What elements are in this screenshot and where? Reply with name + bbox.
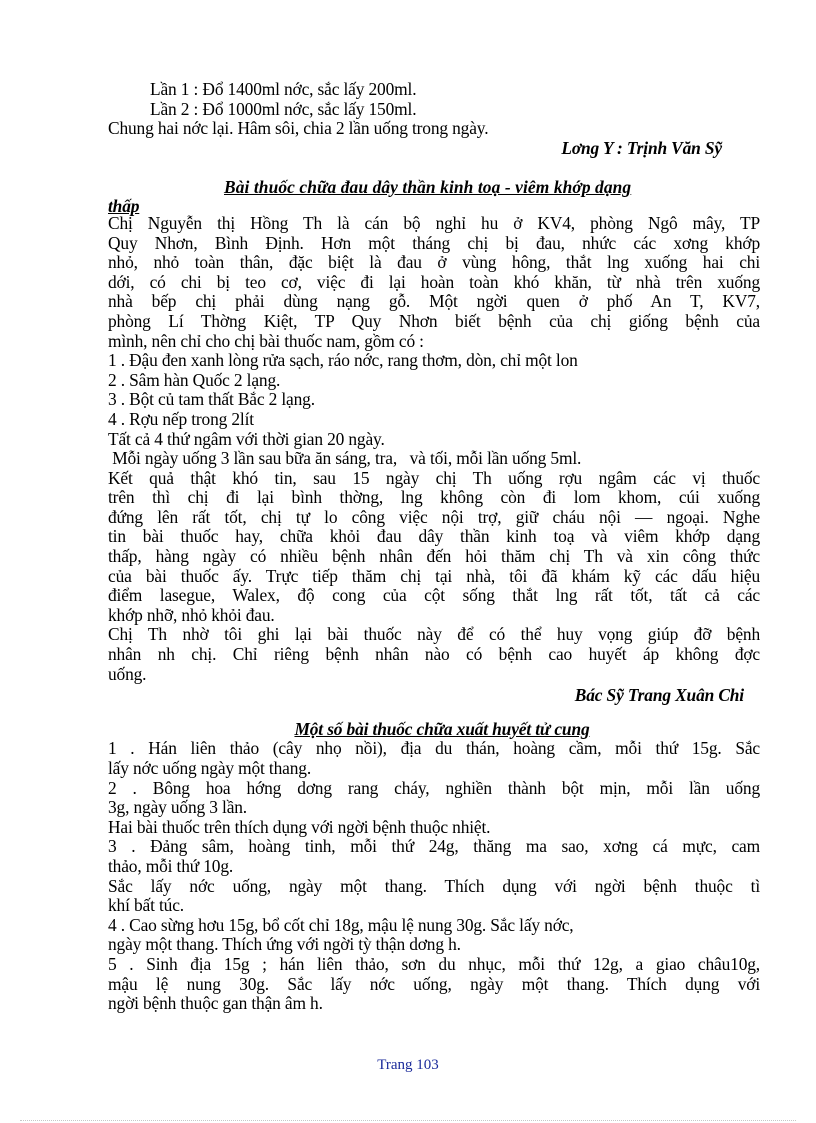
paragraph-line: nhà bếp chị phải dùng nạng gỗ. Một ngời quen ở phố An T, KV7,: [108, 291, 760, 312]
page-content: [108, 80, 760, 1014]
paragraph-line: Chị Nguyễn thị Hồng Th là cán bộ nghỉ hu ở KV4, phòng Ngô mây, TP: [108, 212, 760, 233]
spacer: [108, 706, 760, 720]
instruction-line: Tất cả 4 thứ ngâm với thời gian 20 ngày.: [108, 428, 385, 449]
remedy-line: 1 . Hán liên thảo (cây nhọ nồi), địa du thán, hoàng cầm, mỗi thứ 15g. Sắc: [108, 738, 760, 759]
remedy-line: 5 . Sinh địa 15g ; hán liên thảo, sơn du nhục, mỗi thứ 12g, a giao châu10g,: [108, 953, 760, 974]
closing-line: uống.: [108, 663, 147, 684]
page-bottom-divider: [20, 1120, 796, 1121]
closing-line: nhân nh chị. Chỉ riêng bệnh nhân nào có bệnh cao huyết áp không đợc: [108, 644, 760, 665]
page-number: Trang 103: [377, 1057, 439, 1073]
result-line: điểm lasegue, Walex, độ cong của cột sống thắt lng rất tốt, tất cả các: [108, 585, 760, 606]
remedy-line: ngời bệnh thuộc gan thận âm h.: [108, 993, 323, 1014]
remedy-line: Sắc lấy nớc uống, ngày một thang. Thích dụng với ngời bệnh thuộc tì: [108, 875, 760, 896]
result-line: khớp nhỡ, nhỏ khỏi đau.: [108, 604, 275, 625]
remedy-line: 3 . Đảng sâm, hoàng tinh, mỗi thứ 24g, thăng ma sao, xơng cá mực, cam: [108, 836, 760, 857]
dose-line-2: Lần 2 : Đổ 1000ml nớc, sắc lấy 150ml.: [150, 98, 417, 119]
remedy-line: thảo, mỗi thứ 10g.: [108, 855, 234, 876]
section-title-sciatica: Bài thuốc chữa đau dây thần kinh toạ - viêm khớp dạng: [224, 177, 632, 198]
dose-line-1: Lần 1 : Đổ 1400ml nớc, sắc lấy 200ml.: [150, 79, 417, 99]
ingredient-item-1: 1 . Đậu đen xanh lòng rửa sạch, ráo nớc, rang thơm, dòn, chỉ một lon: [108, 350, 578, 371]
ingredient-item-2: 2 . Sâm hàn Quốc 2 lạng.: [108, 369, 281, 390]
result-line: tin bài thuốc hay, chữa khỏi đau dây thần kinh toạ và viêm khớp dạng: [108, 526, 760, 547]
remedy-line: mậu lệ nung 30g. Sắc lấy nớc uống, ngày một thang. Thích dụng với: [108, 973, 760, 994]
result-line: đứng lên rất tốt, chị tự lo công việc nội trợ, giữ cháu nội — ngoại. Nghe: [108, 506, 760, 527]
remedy-line: 4 . Cao sừng hơu 15g, bổ cốt chỉ 18g, mậu lệ nung 30g. Sắc lấy nớc,: [108, 914, 574, 935]
combine-line: Chung hai nớc lại. Hâm sôi, chia 2 lần uống trong ngày.: [108, 118, 489, 139]
author-signature-2: Bác Sỹ Trang Xuân Chi: [574, 685, 744, 706]
remedy-line: 3g, ngày uống 3 lần.: [108, 797, 248, 818]
result-line: của bài thuốc ấy. Trực tiếp thăm chị tại nhà, tôi đã khám kỹ các dấu hiệu: [108, 565, 760, 586]
paragraph-line: dới, có chi bị teo cơ, việc đi lại hoàn toàn khó khăn, từ nhà trên xuống: [108, 271, 760, 292]
section-title-sciatica-cont: thấp: [108, 195, 140, 216]
paragraph-line: mình, nên chỉ cho chị bài thuốc nam, gồm có :: [108, 330, 424, 351]
ingredient-item-3: 3 . Bột củ tam thất Bắc 2 lạng.: [108, 389, 315, 410]
closing-line: Chị Th nhờ tôi ghi lại bài thuốc này để có thể huy vọng giúp đỡ bệnh: [108, 624, 760, 645]
paragraph-line: phòng Lí Thờng Kiệt, TP Quy Nhơn biết bệnh của chị giống bệnh của: [108, 310, 760, 331]
ingredient-item-4: 4 . Rợu nếp trong 2lít: [108, 408, 254, 429]
remedy-line: lấy nớc uống ngày một thang.: [108, 758, 312, 778]
remedy-line: Hai bài thuốc trên thích dụng với ngời bệnh thuộc nhiệt.: [108, 816, 491, 837]
remedy-line: khí bất túc.: [108, 895, 184, 916]
section-title-uterine-bleeding: Một số bài thuốc chữa xuất huyết tử cung: [294, 718, 590, 739]
remedy-line: 2 . Bông hoa hớng dơng rang cháy, nghiền thành bột mịn, mỗi lần uống: [108, 777, 760, 798]
spacer: [108, 158, 760, 178]
author-signature-1: Lơng Y : Trịnh Văn Sỹ: [561, 137, 722, 158]
instruction-line: Mỗi ngày uống 3 lần sau bữa ăn sáng, tra, và tối, mỗi lần uống 5ml.: [108, 448, 582, 469]
result-line: trên thì chị đi lại bình thờng, lng không còn đi lom khom, cúi xuống: [108, 487, 760, 508]
result-line: Kết quả thật khó tin, sau 15 ngày chị Th uống rợu ngâm các vị thuốc: [108, 467, 760, 488]
result-line: thấp, hàng ngày có nhiều bệnh nhân đến hỏi thăm chị Th và xin công thức: [108, 546, 760, 567]
paragraph-line: Quy Nhơn, Bình Định. Hơn một tháng chị bị đau, nhức các xơng khớp: [108, 232, 760, 253]
remedy-line: ngày một thang. Thích ứng với ngời tỳ thận dơng h.: [108, 934, 461, 955]
paragraph-line: nhỏ, nhỏ toàn thân, đặc biệt là đau ở vùng hông, thắt lng xuống hai chi: [108, 252, 760, 273]
